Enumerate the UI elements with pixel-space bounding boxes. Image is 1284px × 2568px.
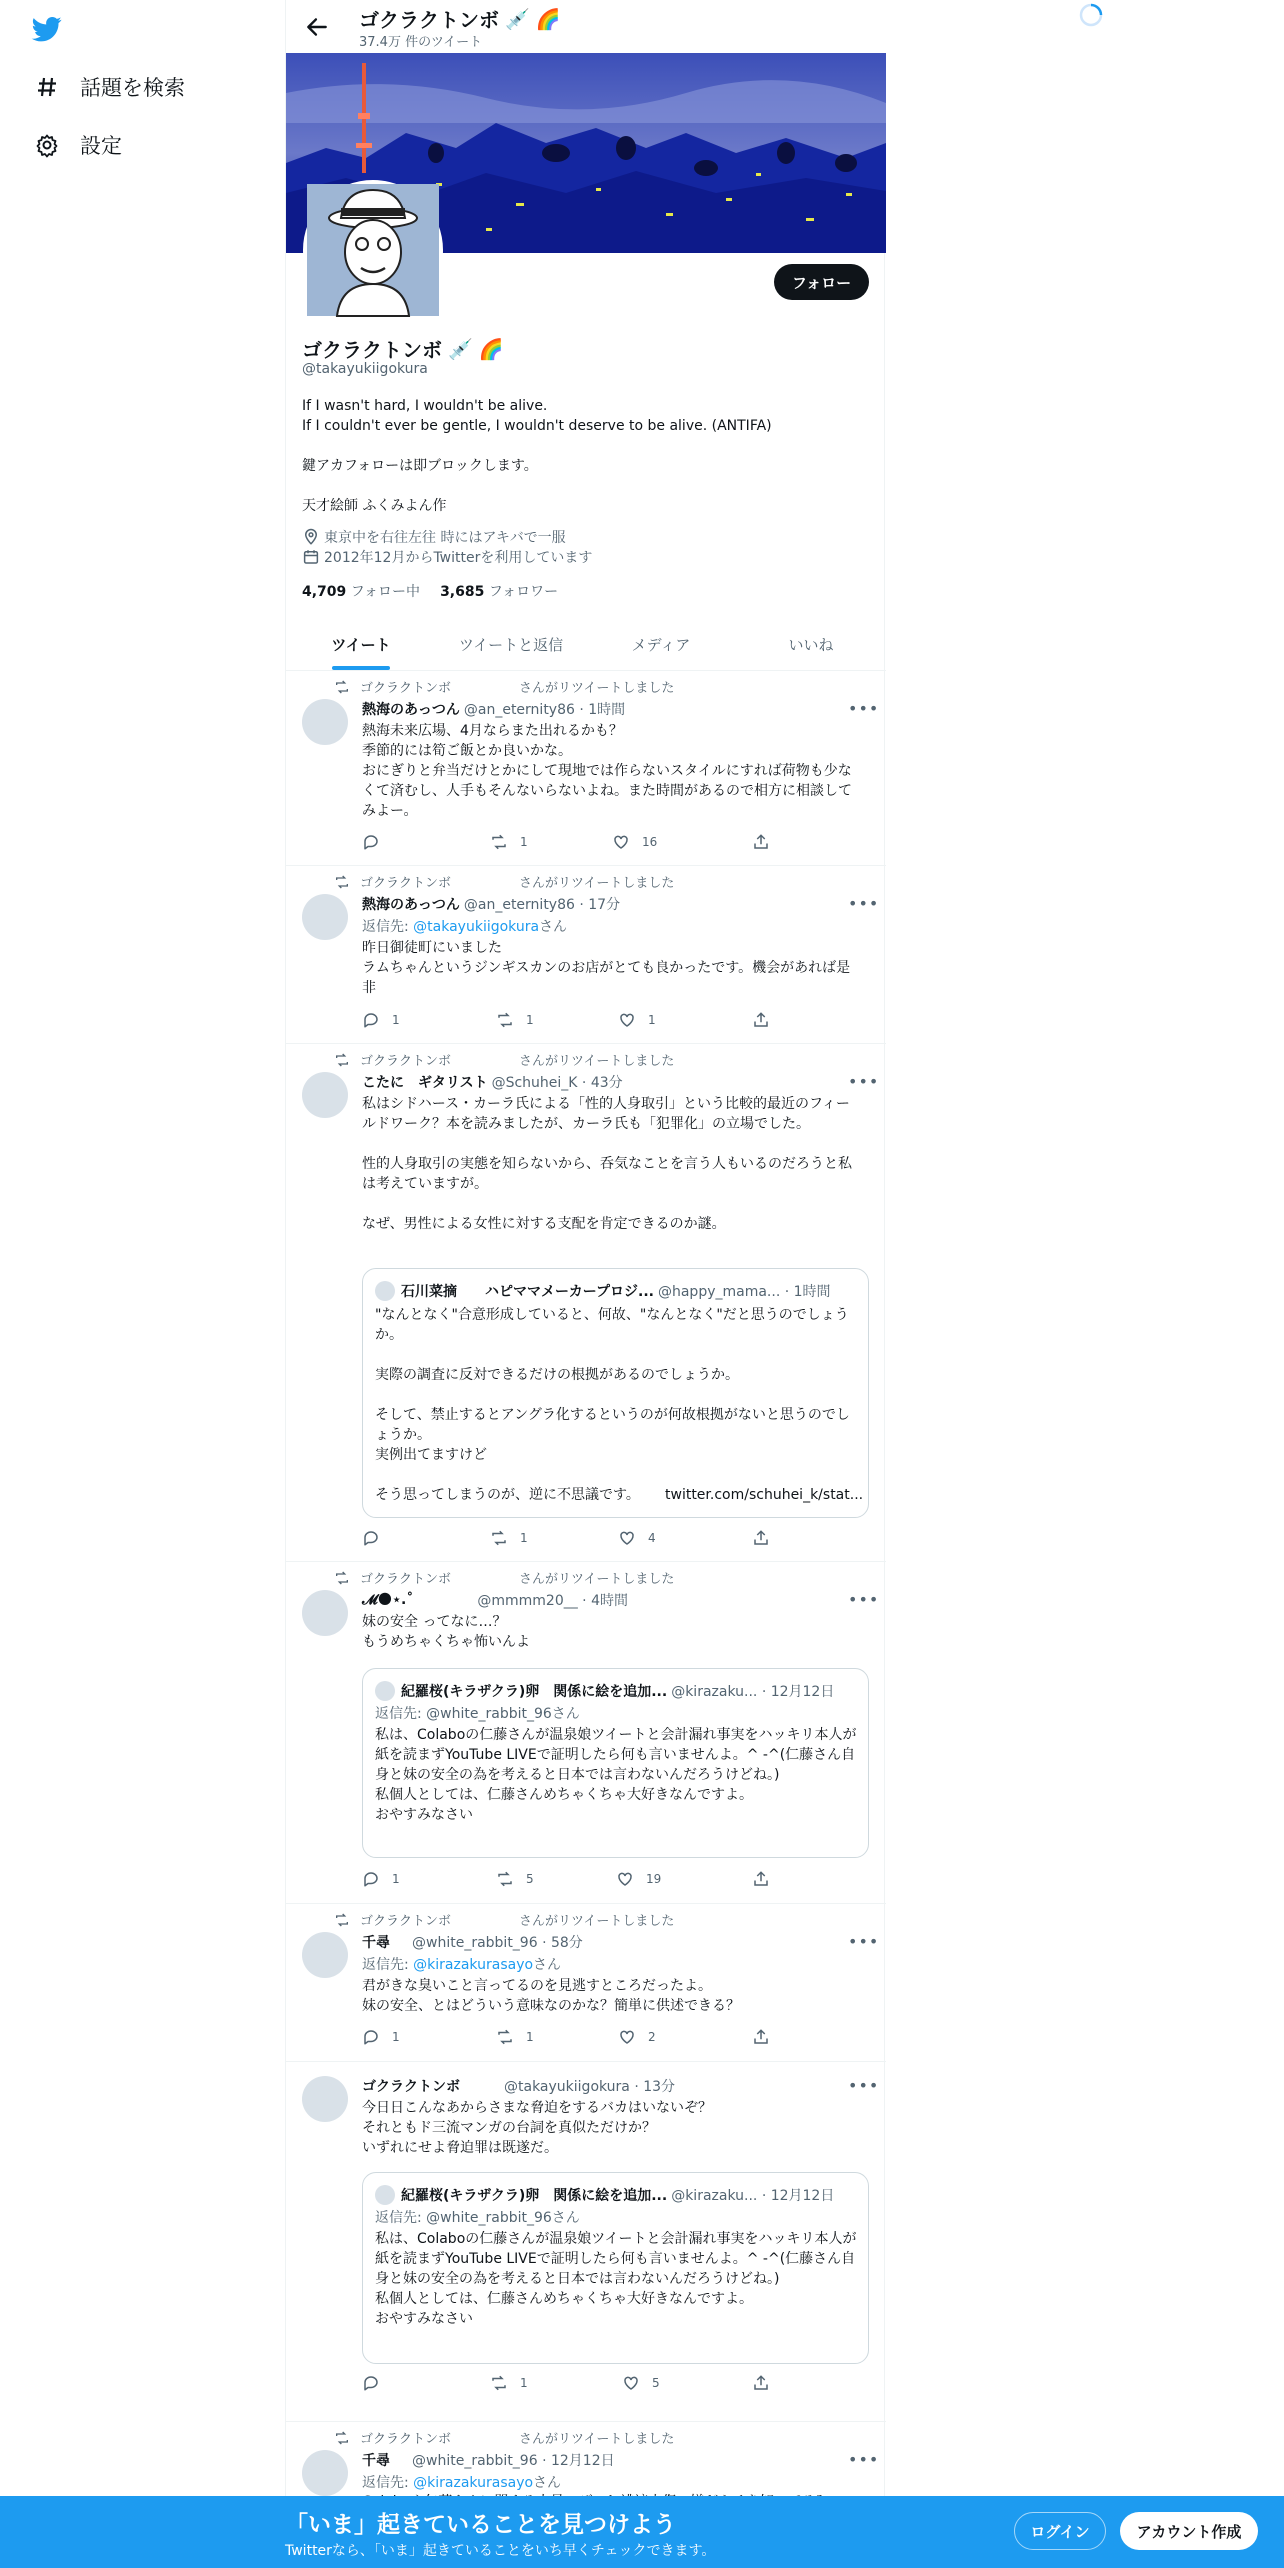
retweet-small-icon bbox=[334, 2430, 350, 2446]
retweet-indicator bbox=[334, 1910, 674, 1929]
heart-icon bbox=[622, 2374, 640, 2392]
tweet-text: 私はシドハース・カーラ氏による「性的人身取引」という比較的最近のフィールドワーク？本を読みましたが、カーラ氏も「犯罪化」の立場でした。 性的人身取引の実態を知らないから、呑気なことを言う人もいるのだろうと私は考えていますが。 なぜ、男性による女性に対する支配を肯定できるのか謎。 bbox=[362, 1096, 852, 1232]
signup-headline: 「いま」起きていることを見つけよう bbox=[285, 2512, 676, 2538]
quote-author-meta: @kirazaku... · 12月12日 bbox=[671, 2188, 835, 2204]
reply-button[interactable] bbox=[362, 833, 392, 851]
author-name[interactable]: 千尋 bbox=[362, 2453, 390, 2469]
tweet-header bbox=[362, 1072, 623, 1092]
retweet-label: さんがリツイートしました bbox=[519, 1054, 675, 1069]
retweeter-name[interactable]: ゴクラクトンボ bbox=[360, 1572, 452, 1587]
profile-joined bbox=[302, 547, 592, 567]
quote-avatar bbox=[375, 1681, 395, 1701]
retweet-small-icon bbox=[334, 1912, 350, 1928]
main-column bbox=[285, 0, 885, 2568]
share-icon bbox=[752, 1011, 770, 1029]
retweeter-name[interactable]: ゴクラクトンボ bbox=[360, 1914, 452, 1929]
reply-suffix: さん bbox=[533, 1957, 562, 1973]
retweet-count: 5 bbox=[526, 1872, 534, 1886]
avatar[interactable] bbox=[302, 1590, 348, 1636]
author-name[interactable]: 熱海のあっつん bbox=[362, 702, 460, 718]
header-title bbox=[359, 4, 561, 33]
retweet-count: 1 bbox=[520, 835, 528, 849]
heart-icon bbox=[616, 1870, 634, 1888]
retweeter-name[interactable]: ゴクラクトンボ bbox=[360, 876, 452, 891]
tweet[interactable] bbox=[286, 1044, 886, 1562]
quote-text: 私は、Colaboの仁藤さんが温泉娘ツイートと会計漏れ事実をハッキリ本人が紙を読まずYouTube LIVEで証明したら何も言いませんよ。^ -^(仁藤さん自身と妹の安全の為を考えると日本では言わないんだろうけどね。) 私個人としては、仁藤さんめちゃくちゃ大好きなんですよ。 おやすみなさい bbox=[375, 1727, 857, 1823]
retweeter-name[interactable]: ゴクラクトンボ bbox=[360, 681, 452, 696]
quote-text: 私は、Colaboの仁藤さんが温泉娘ツイートと会計漏れ事実をハッキリ本人が紙を読まずYouTube LIVEで証明したら何も言いませんよ。^ -^(仁藤さん自身と妹の安全の為を考えると日本では言わないんだろうけどね。) 私個人としては、仁藤さんめちゃくちゃ大好きなんですよ。 おやすみなさい bbox=[375, 2231, 857, 2327]
retweet-count: 1 bbox=[526, 1013, 534, 1027]
retweet-indicator bbox=[334, 1568, 674, 1587]
syringe-emoji-icon: 💉 bbox=[505, 6, 530, 31]
reply-prefix: 返信先: bbox=[362, 919, 414, 935]
avatar[interactable] bbox=[302, 699, 348, 745]
author-meta[interactable]: @white_rabbit_96 · 58分 bbox=[412, 1935, 583, 1951]
quote-avatar bbox=[375, 2185, 395, 2205]
reply-suffix: さん bbox=[539, 919, 568, 935]
reply-to-link[interactable]: @takayukiigokura bbox=[413, 919, 540, 935]
reply-to-line bbox=[362, 2472, 561, 2492]
retweet-count: 1 bbox=[526, 2030, 534, 2044]
quote-author-meta: @kirazaku... · 12月12日 bbox=[671, 1684, 835, 1700]
tweet-header bbox=[362, 699, 625, 719]
nav-explore[interactable] bbox=[34, 72, 185, 102]
quote-tweet[interactable] bbox=[362, 1268, 869, 1518]
more-options-icon[interactable]: ••• bbox=[848, 1590, 880, 1609]
author-meta[interactable]: @Schuhei_K · 43分 bbox=[491, 1075, 623, 1091]
share-icon bbox=[752, 2028, 770, 2046]
syringe-emoji-icon: 💉 bbox=[448, 336, 473, 361]
avatar[interactable] bbox=[302, 894, 348, 940]
reply-icon bbox=[362, 833, 380, 851]
tweet-text: 妹の安全 ってなに…？ もうめちゃくちゃ怖いんよ bbox=[362, 1614, 530, 1650]
retweeter-name[interactable]: ゴクラクトンボ bbox=[360, 1054, 452, 1069]
author-name[interactable]: 𝓜🌑⋆.˚ bbox=[362, 1592, 414, 1608]
more-options-icon[interactable]: ••• bbox=[848, 2076, 880, 2095]
loading-spinner-icon bbox=[1078, 2, 1104, 28]
reply-icon bbox=[362, 2374, 380, 2392]
retweet-button[interactable] bbox=[496, 1870, 534, 1888]
reply-icon bbox=[362, 2028, 380, 2046]
author-meta[interactable]: @an_eternity86 · 1時間 bbox=[463, 702, 626, 718]
retweet-indicator bbox=[334, 1050, 674, 1069]
quote-avatar bbox=[375, 1281, 395, 1301]
retweet-icon bbox=[496, 2028, 514, 2046]
profile-name-text: ゴクラクトンボ bbox=[302, 338, 442, 362]
quote-author-name: 石川菜摘 ハピママメーカープロジ... bbox=[401, 1284, 654, 1300]
profile-location bbox=[302, 527, 566, 547]
retweet-indicator bbox=[334, 872, 674, 891]
nav-settings[interactable] bbox=[34, 130, 122, 160]
retweet-small-icon bbox=[334, 679, 350, 695]
quote-header bbox=[375, 1681, 834, 1701]
nav-settings-label: 設定 bbox=[80, 134, 122, 158]
back-arrow-icon[interactable] bbox=[304, 14, 330, 40]
tab-media[interactable]: メディア bbox=[631, 635, 691, 654]
heart-icon bbox=[618, 1529, 636, 1547]
share-button[interactable] bbox=[752, 1011, 782, 1029]
share-button[interactable] bbox=[752, 1529, 782, 1547]
profile-tabs bbox=[286, 618, 886, 671]
calendar-icon bbox=[302, 548, 320, 566]
joined-text: 2012年12月からTwitterを利用しています bbox=[324, 550, 593, 566]
reply-icon bbox=[362, 1870, 380, 1888]
quote-reply-line: 返信先: @white_rabbit_96さん bbox=[375, 1706, 580, 1722]
share-icon bbox=[752, 2374, 770, 2392]
quote-tweet[interactable] bbox=[362, 1668, 869, 1858]
tweet[interactable] bbox=[286, 2062, 886, 2422]
follow-button[interactable]: フォロー bbox=[774, 264, 869, 300]
author-meta[interactable]: @white_rabbit_96 · 12月12日 bbox=[412, 2453, 615, 2469]
author-name[interactable]: こたに ギタリスト bbox=[362, 1075, 488, 1091]
like-count: 5 bbox=[652, 2376, 660, 2390]
quote-author-name: 紀羅桜(キラザクラ)卵 関係に絵を追加... bbox=[401, 1684, 668, 1700]
rainbow-emoji-icon: 🌈 bbox=[535, 6, 561, 31]
tweet-text: 今日日こんなあからさまな脅迫をするバカはいないぞ？ それともド三流マンガの台詞を真似ただけか？ いずれにせよ脅迫罪は既遂だ。 bbox=[362, 2100, 712, 2156]
author-name[interactable]: ゴクラクトンボ bbox=[362, 2079, 460, 2095]
avatar[interactable] bbox=[302, 2076, 348, 2122]
avatar[interactable] bbox=[302, 1932, 348, 1978]
tweet-actions bbox=[362, 1870, 812, 1890]
quote-author-meta: @happy_mama... · 1時間 bbox=[657, 1284, 831, 1300]
tweet-header bbox=[362, 1932, 583, 1952]
reply-button[interactable] bbox=[362, 1011, 400, 1029]
reply-prefix: 返信先: bbox=[362, 1957, 414, 1973]
reply-prefix: 返信先: bbox=[362, 2475, 414, 2491]
retweet-label: さんがリツイートしました bbox=[519, 1572, 675, 1587]
tweet-actions bbox=[362, 1011, 812, 1031]
tweet[interactable] bbox=[286, 1904, 886, 2062]
more-options-icon[interactable]: ••• bbox=[848, 894, 880, 913]
retweet-label: さんがリツイートしました bbox=[519, 876, 675, 891]
hashtag-icon bbox=[34, 74, 60, 100]
reply-suffix: さん bbox=[533, 2475, 562, 2491]
author-meta[interactable]: @takayukiigokura · 13分 bbox=[504, 2079, 676, 2095]
more-options-icon[interactable]: ••• bbox=[848, 2450, 880, 2469]
signup-prompt-bar bbox=[0, 2496, 1284, 2568]
tweet-text: 熱海未来広場、4月ならまた出れるかも？ 季節的には筍ご飯とか良いかな。 おにぎりと弁当だけとかにして現地では作らないスタイルにすれば荷物も少なくて済むし、人手もそんないらないよね。また時間があるので相方に相談してみよー。 bbox=[362, 723, 852, 819]
reply-count: 1 bbox=[392, 2030, 400, 2044]
tab-tweets-and-replies[interactable]: ツイートと返信 bbox=[458, 635, 564, 654]
share-button[interactable] bbox=[752, 2028, 782, 2046]
heart-icon bbox=[618, 1011, 636, 1029]
profile-bio: If I wasn't hard, I wouldn't be alive. If I couldn't ever be gentle, I wouldn't deserve to be alive. (ANTIFA) 鍵アカフォローは即ブロックします。 天才絵師 ふくみよん作 bbox=[302, 398, 772, 514]
retweet-button[interactable] bbox=[496, 2028, 534, 2046]
reply-count: 1 bbox=[392, 1872, 400, 1886]
retweet-button[interactable] bbox=[490, 1529, 528, 1547]
following-link[interactable] bbox=[302, 581, 420, 601]
tweet[interactable] bbox=[286, 671, 886, 866]
tweet-header bbox=[362, 894, 620, 914]
like-count: 2 bbox=[648, 2030, 656, 2044]
heart-icon bbox=[612, 833, 630, 851]
heart-icon bbox=[618, 2028, 636, 2046]
author-name[interactable]: 熱海のあっつん bbox=[362, 897, 460, 913]
tweet[interactable] bbox=[286, 866, 886, 1044]
profile-header-bar bbox=[286, 0, 886, 53]
reply-icon bbox=[362, 1011, 380, 1029]
quote-reply-line: 返信先: @white_rabbit_96さん bbox=[375, 2210, 580, 2226]
reply-count: 1 bbox=[392, 1013, 400, 1027]
signup-subline: Twitterなら、「いま」起きていることをいち早くチェックできます。 bbox=[285, 2543, 716, 2559]
followers-count: 3,685 bbox=[440, 584, 485, 600]
quote-text: "なんとなく"合意形成していると、何故、"なんとなく"だと思うのでしょうか。 実際の調査に反対できるだけの根拠があるのでしょうか。 そして、禁止するとアングラ化するというのが何故根拠がないと思うのでしょうか。 実例出てますけど そう思ってしまうのが、逆に不思議です。 bbox=[375, 1307, 850, 1503]
author-meta[interactable]: @mmmm20__ · 4時間 bbox=[477, 1593, 628, 1609]
share-icon bbox=[752, 1529, 770, 1547]
like-count: 1 bbox=[648, 1013, 656, 1027]
reply-button[interactable] bbox=[362, 2374, 392, 2392]
tweet[interactable] bbox=[286, 1562, 886, 1904]
location-text: 東京中を右往左往 時にはアキバで一服 bbox=[324, 530, 566, 546]
share-icon bbox=[752, 1870, 770, 1888]
like-count: 19 bbox=[646, 1872, 662, 1886]
retweet-label: さんがリツイートしました bbox=[519, 681, 675, 696]
gear-icon bbox=[34, 132, 60, 158]
share-icon bbox=[752, 833, 770, 851]
retweet-small-icon bbox=[334, 874, 350, 890]
retweet-icon bbox=[496, 1870, 514, 1888]
tweet-header bbox=[362, 1590, 628, 1610]
like-button[interactable] bbox=[622, 2374, 660, 2392]
retweet-button[interactable] bbox=[490, 2374, 528, 2392]
retweet-small-icon bbox=[334, 1570, 350, 1586]
signup-button[interactable]: アカウント作成 bbox=[1120, 2512, 1258, 2550]
like-count: 16 bbox=[642, 835, 658, 849]
quote-header bbox=[375, 2185, 834, 2205]
reply-button[interactable] bbox=[362, 2028, 400, 2046]
retweet-button[interactable] bbox=[490, 833, 528, 851]
more-options-icon[interactable]: ••• bbox=[848, 1932, 880, 1951]
quote-header bbox=[375, 1281, 831, 1301]
tweet-actions bbox=[362, 2374, 812, 2394]
login-button[interactable]: ログイン bbox=[1014, 2512, 1106, 2550]
retweet-indicator bbox=[334, 2428, 674, 2447]
location-pin-icon bbox=[302, 528, 320, 546]
tweet-actions bbox=[362, 1529, 812, 1549]
tab-likes[interactable]: いいね bbox=[788, 635, 834, 654]
rainbow-emoji-icon: 🌈 bbox=[478, 336, 504, 361]
quote-link[interactable]: twitter.com/schuhei_k/stat... bbox=[665, 1487, 864, 1503]
avatar[interactable] bbox=[302, 2450, 348, 2496]
reply-to-link[interactable]: @kirazakurasayo bbox=[413, 1957, 534, 1973]
following-label: フォロー中 bbox=[350, 584, 421, 600]
reply-to-link[interactable]: @kirazakurasayo bbox=[413, 2475, 534, 2491]
followers-link[interactable] bbox=[440, 581, 558, 601]
like-button[interactable] bbox=[618, 1011, 656, 1029]
tweet-actions bbox=[362, 2028, 812, 2048]
retweet-count: 1 bbox=[520, 2376, 528, 2390]
quote-tweet[interactable] bbox=[362, 2172, 869, 2364]
like-count: 4 bbox=[648, 1531, 656, 1545]
reply-button[interactable] bbox=[362, 1529, 392, 1547]
like-button[interactable] bbox=[618, 1529, 656, 1547]
tweet-text: 君がきな臭いこと言ってるのを見逃すところだったよ。 妹の安全、とはどういう意味なのかな？簡単に供述できる？ bbox=[362, 1978, 740, 2014]
tweet[interactable] bbox=[286, 2422, 886, 2496]
retweet-button[interactable] bbox=[496, 1011, 534, 1029]
tweet-header bbox=[362, 2076, 675, 2096]
like-button[interactable] bbox=[618, 2028, 656, 2046]
retweet-indicator bbox=[334, 677, 674, 696]
share-button[interactable] bbox=[752, 833, 782, 851]
tab-tweets[interactable]: ツイート bbox=[286, 618, 436, 670]
retweet-icon bbox=[490, 1529, 508, 1547]
like-button[interactable] bbox=[616, 1870, 661, 1888]
retweet-icon bbox=[496, 1011, 514, 1029]
author-name[interactable]: 千尋 bbox=[362, 1935, 390, 1951]
share-button[interactable] bbox=[752, 2374, 782, 2392]
retweet-count: 1 bbox=[520, 1531, 528, 1545]
reply-to-line bbox=[362, 1954, 561, 1974]
nav-explore-label: 話題を検索 bbox=[80, 76, 185, 100]
quote-author-name: 紀羅桜(キラザクラ)卵 関係に絵を追加... bbox=[401, 2188, 668, 2204]
reply-button[interactable] bbox=[362, 1870, 400, 1888]
author-meta[interactable]: @an_eternity86 · 17分 bbox=[463, 897, 621, 913]
retweeter-name[interactable]: ゴクラクトンボ bbox=[360, 2432, 452, 2447]
followers-label: フォロワー bbox=[488, 584, 559, 600]
tweet-text: 昨日御徒町にいました ラムちゃんというジンギスカンのお店がとても良かったです。機会があれば是非 bbox=[362, 940, 851, 996]
retweet-small-icon bbox=[334, 1052, 350, 1068]
avatar[interactable] bbox=[302, 1072, 348, 1118]
more-options-icon[interactable]: ••• bbox=[848, 1072, 880, 1091]
retweet-icon bbox=[490, 833, 508, 851]
retweet-icon bbox=[490, 2374, 508, 2392]
retweet-label: さんがリツイートしました bbox=[519, 1914, 675, 1929]
share-button[interactable] bbox=[752, 1870, 782, 1888]
twitter-logo-icon[interactable] bbox=[30, 14, 64, 44]
follow-counts bbox=[302, 581, 558, 601]
tweet-actions bbox=[362, 833, 812, 853]
like-button[interactable] bbox=[612, 833, 657, 851]
retweet-label: さんがリツイートしました bbox=[519, 2432, 675, 2447]
following-count: 4,709 bbox=[302, 584, 347, 600]
more-options-icon[interactable]: ••• bbox=[848, 699, 880, 718]
header-name: ゴクラクトンボ bbox=[359, 8, 499, 32]
profile-name bbox=[302, 334, 504, 363]
profile-avatar[interactable] bbox=[303, 180, 443, 320]
reply-to-line bbox=[362, 916, 567, 936]
header-tweet-count: 37.4万 件のツイート bbox=[359, 35, 483, 50]
tweet-header bbox=[362, 2450, 615, 2470]
reply-icon bbox=[362, 1529, 380, 1547]
profile-handle: @takayukiigokura bbox=[302, 361, 428, 377]
